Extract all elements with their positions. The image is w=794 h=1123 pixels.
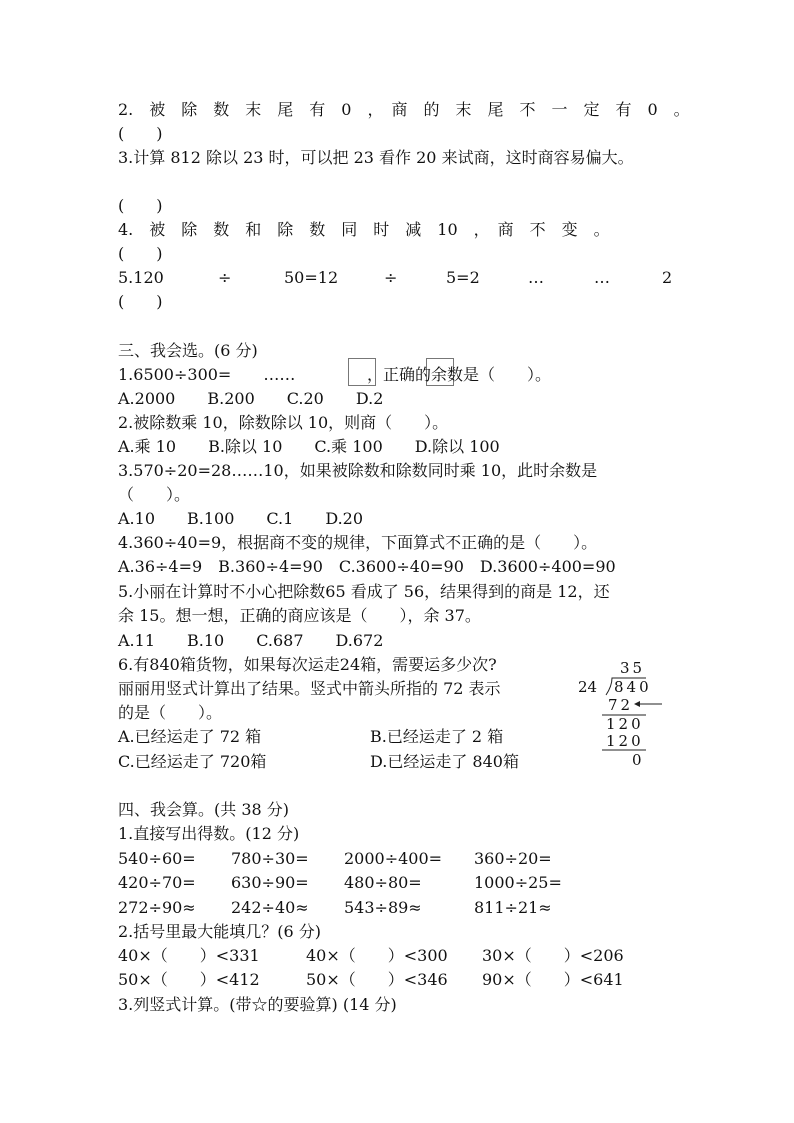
judge-q4: 4. 被 除 数 和 除 数 同 时 减 10 ， 商 不 变 。 — [118, 220, 610, 239]
judge-q5-h: 2 — [662, 268, 673, 287]
fill-max-item: 40×（ ）<331 — [118, 946, 260, 965]
choose-q6-line1: 6.有840箱货物，如果每次运走24箱，需要运多少次? — [118, 655, 497, 674]
choose-q3-paren: （ ）。 — [118, 485, 191, 504]
judge-q5-paren: ( ) — [118, 292, 163, 311]
calc-remainder: 0 — [632, 751, 645, 769]
section-choose-heading: 三、我会选。(6 分) — [118, 341, 258, 360]
judge-q2-paren: ( ) — [118, 124, 163, 143]
choose-q1-options: A.2000 B.200 C.20 D.2 — [118, 389, 384, 408]
oral-calc-item: 543÷89≈ — [344, 898, 422, 917]
oral-calc-item: 2000÷400= — [344, 849, 443, 868]
judge-q5-f: … — [528, 268, 544, 287]
calc-row-72: 72 — [608, 696, 634, 714]
choose-q3-options: A.10 B.100 C.1 D.20 — [118, 509, 364, 528]
fill-max-item: 50×（ ）<412 — [118, 970, 260, 989]
compute-s1: 1.直接写出得数。(12 分) — [118, 824, 300, 843]
choose-q4-options: A.36÷4=9 B.360÷4=90 C.3600÷40=90 D.3600÷400=90 — [118, 557, 616, 576]
choose-q6-option-d: D.已经运走了 840箱 — [370, 752, 519, 771]
choose-q1-left: 1.6500÷300= …… — [118, 365, 296, 384]
calc-dividend: 840 — [614, 678, 652, 696]
choose-q6-option-b: B.已经运走了 2 箱 — [370, 727, 504, 746]
judge-q5-c: 50=12 — [284, 268, 339, 287]
section-compute-heading: 四、我会算。(共 38 分) — [118, 800, 290, 819]
judge-q5-a: 5.120 — [118, 268, 164, 287]
calc-quotient: 35 — [620, 659, 646, 677]
choose-q2-options: A.乘 10 B.除以 10 C.乘 100 D.除以 100 — [118, 437, 500, 456]
judge-q5-e: 5=2 — [446, 268, 480, 287]
judge-q4-paren: ( ) — [118, 244, 163, 263]
oral-calc-item: 1000÷25= — [474, 873, 562, 892]
calc-row-120a: 120 — [606, 715, 644, 733]
calc-divisor: 24 — [578, 678, 598, 696]
fill-max-item: 30×（ ）<206 — [482, 946, 624, 965]
judge-q5-b: ÷ — [218, 268, 232, 287]
oral-calc-item: 630÷90= — [231, 873, 309, 892]
choose-q6-option-a: A.已经运走了 72 箱 — [118, 727, 262, 746]
choose-q1-right: ，正确的余数是（ ）。 — [367, 365, 552, 384]
judge-q5-d: ÷ — [384, 268, 398, 287]
fill-max-item: 40×（ ）<300 — [306, 946, 448, 965]
choose-q3: 3.570÷20=28……10，如果被除数和除数同时乘 10，此时余数是 — [118, 461, 598, 480]
choose-q2: 2.被除数乘 10，除数除以 10，则商（ ）。 — [118, 413, 449, 432]
judge-q2: 2. 被 除 数 末 尾 有 0 ， 商 的 末 尾 不 一 定 有 0 。 — [118, 100, 690, 119]
oral-calc-item: 272÷90≈ — [118, 898, 196, 917]
calc-row-120b: 120 — [606, 732, 644, 750]
oral-calc-item: 420÷70= — [118, 873, 196, 892]
judge-q3-paren: ( ) — [118, 196, 163, 215]
judge-q3: 3.计算 812 除以 23 时，可以把 23 看作 20 来试商，这时商容易偏大。 — [118, 148, 634, 167]
oral-calc-item: 480÷80= — [344, 873, 422, 892]
compute-s2: 2.括号里最大能填几？(6 分) — [118, 922, 322, 941]
choose-q6-line3: 的是（ ）。 — [118, 703, 223, 722]
oral-calc-item: 242÷40≈ — [231, 898, 309, 917]
choose-q6-line2: 丽丽用竖式计算出了结果。竖式中箭头所指的 72 表示 — [118, 679, 501, 698]
oral-calc-item: 540÷60= — [118, 849, 196, 868]
oral-calc-item: 780÷30= — [231, 849, 309, 868]
choose-q5-options: A.11 B.10 C.687 D.672 — [118, 631, 384, 650]
fill-max-item: 50×（ ）<346 — [306, 970, 448, 989]
choose-q5-line1: 5.小丽在计算时不小心把除数65 看成了 56，结果得到的商是 12，还 — [118, 582, 610, 601]
long-division-figure — [578, 658, 668, 770]
oral-calc-item: 811÷21≈ — [474, 898, 552, 917]
compute-s3: 3.列竖式计算。(带☆的要验算) (14 分) — [118, 995, 397, 1014]
fill-max-item: 90×（ ）<641 — [482, 970, 624, 989]
judge-q5-g: … — [594, 268, 610, 287]
choose-q5-line2: 余 15。想一想，正确的商应该是（ ），余 37。 — [118, 606, 481, 625]
oral-calc-item: 360÷20= — [474, 849, 552, 868]
choose-q6-option-c: C.已经运走了 720箱 — [118, 752, 267, 771]
choose-q4: 4.360÷40=9，根据商不变的规律，下面算式不正确的是（ ）。 — [118, 533, 598, 552]
